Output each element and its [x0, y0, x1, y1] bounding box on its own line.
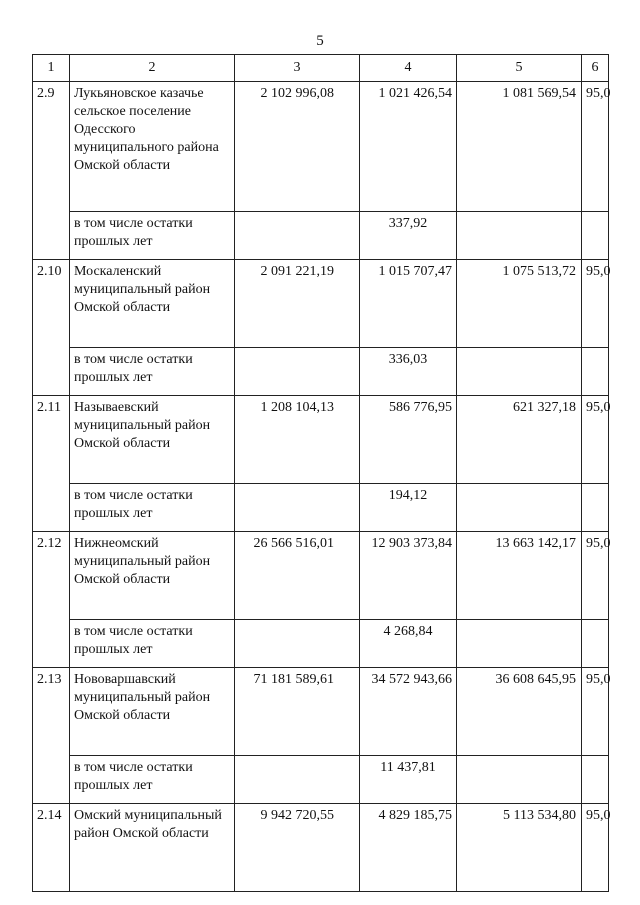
- row-number: 2.13: [33, 668, 70, 804]
- total-value: 71 181 589,61: [235, 668, 360, 756]
- table-row: [33, 804, 609, 892]
- total-value: 26 566 516,01: [235, 532, 360, 620]
- row-number: 2.14: [33, 804, 70, 892]
- table-row: [33, 82, 609, 212]
- subrow-empty: [457, 620, 582, 668]
- total-value: 2 091 221,19: [235, 260, 360, 348]
- subrow-empty: [457, 348, 582, 396]
- subrow-empty: [235, 484, 360, 532]
- local-value: 621 327,18: [457, 396, 582, 484]
- subrow-label: в том числе остатки прошлых лет: [70, 484, 235, 532]
- subrow-empty: [457, 484, 582, 532]
- header-col-3: 3: [235, 55, 360, 82]
- subrow-empty: [235, 620, 360, 668]
- regional-value: 586 776,95: [360, 396, 457, 484]
- subrow-label: в том числе остатки прошлых лет: [70, 348, 235, 396]
- subrow-remainder: 194,12: [360, 484, 457, 532]
- subrow-empty: [235, 756, 360, 804]
- municipality-name: Нововаршавский муниципальный район Омской области: [70, 668, 235, 756]
- municipality-name: Омский муниципальный район Омской области: [70, 804, 235, 892]
- budget-table: [32, 54, 609, 892]
- regional-value: 34 572 943,66: [360, 668, 457, 756]
- subrow-remainder: 4 268,84: [360, 620, 457, 668]
- subrow-empty: [582, 212, 609, 260]
- table-row: [33, 668, 609, 756]
- subrow-label: в том числе остатки прошлых лет: [70, 620, 235, 668]
- municipality-name: Называевский муниципальный район Омской области: [70, 396, 235, 484]
- municipality-name: Москаленский муниципальный район Омской области: [70, 260, 235, 348]
- table-row: [33, 396, 609, 484]
- table-row: [33, 260, 609, 348]
- regional-value: 4 829 185,75: [360, 804, 457, 892]
- header-col-2: 2: [70, 55, 235, 82]
- row-number: 2.10: [33, 260, 70, 396]
- local-value: 36 608 645,95: [457, 668, 582, 756]
- total-value: 9 942 720,55: [235, 804, 360, 892]
- total-value: 1 208 104,13: [235, 396, 360, 484]
- table-subrow: [33, 756, 609, 804]
- local-value: 1 075 513,72: [457, 260, 582, 348]
- regional-value: 1 021 426,54: [360, 82, 457, 212]
- subrow-label: в том числе остатки прошлых лет: [70, 212, 235, 260]
- subrow-empty: [582, 620, 609, 668]
- table-subrow: [33, 484, 609, 532]
- subrow-empty: [457, 212, 582, 260]
- percent-value: 95,0: [582, 396, 609, 484]
- row-number: 2.12: [33, 532, 70, 668]
- subrow-empty: [582, 484, 609, 532]
- percent-value: 95,0: [582, 804, 609, 892]
- local-value: 5 113 534,80: [457, 804, 582, 892]
- subrow-remainder: 11 437,81: [360, 756, 457, 804]
- subrow-empty: [235, 212, 360, 260]
- row-number: 2.9: [33, 82, 70, 260]
- header-col-6: 6: [582, 55, 609, 82]
- table-subrow: [33, 620, 609, 668]
- subrow-empty: [457, 756, 582, 804]
- table-row: [33, 532, 609, 620]
- row-number: 2.11: [33, 396, 70, 532]
- table-subrow: [33, 212, 609, 260]
- header-col-5: 5: [457, 55, 582, 82]
- percent-value: 95,0: [582, 668, 609, 756]
- subrow-empty: [582, 756, 609, 804]
- subrow-empty: [582, 348, 609, 396]
- local-value: 13 663 142,17: [457, 532, 582, 620]
- local-value: 1 081 569,54: [457, 82, 582, 212]
- municipality-name: Нижнеомский муниципальный район Омской области: [70, 532, 235, 620]
- total-value: 2 102 996,08: [235, 82, 360, 212]
- percent-value: 95,0: [582, 532, 609, 620]
- municipality-name: Лукьяновское казачье сельское поселение Одесского муниципального района Омской области: [70, 82, 235, 212]
- table-subrow: [33, 348, 609, 396]
- subrow-remainder: 336,03: [360, 348, 457, 396]
- header-col-4: 4: [360, 55, 457, 82]
- header-col-1: 1: [33, 55, 70, 82]
- table-header-row: [33, 55, 609, 82]
- percent-value: 95,0: [582, 82, 609, 212]
- regional-value: 1 015 707,47: [360, 260, 457, 348]
- percent-value: 95,0: [582, 260, 609, 348]
- subrow-empty: [235, 348, 360, 396]
- regional-value: 12 903 373,84: [360, 532, 457, 620]
- page-number: 5: [316, 33, 324, 49]
- subrow-label: в том числе остатки прошлых лет: [70, 756, 235, 804]
- subrow-remainder: 337,92: [360, 212, 457, 260]
